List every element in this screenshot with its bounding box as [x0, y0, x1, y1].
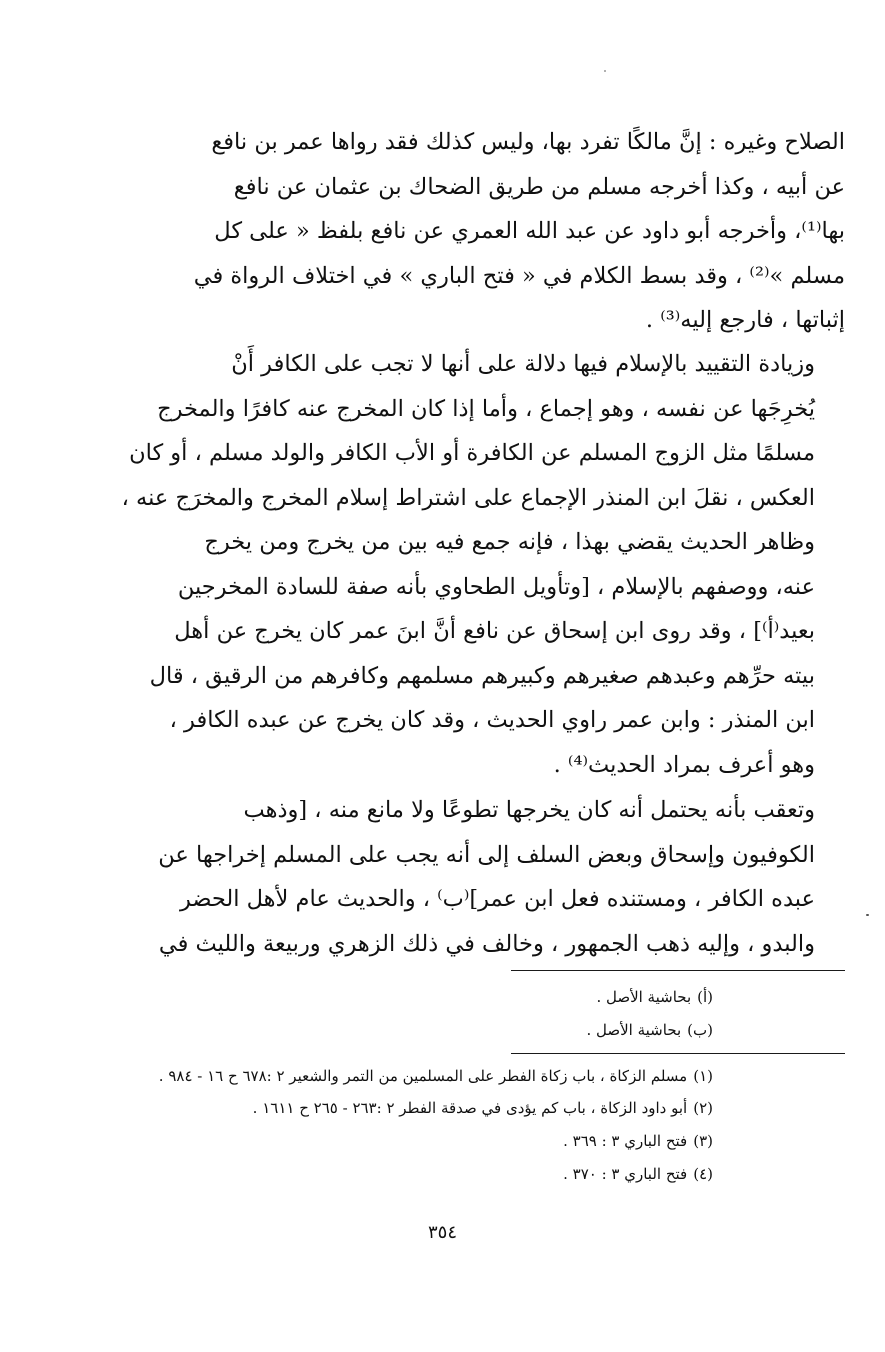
text-line: بعيد⁽أ⁾] ، وقد روى ابن إسحاق عن نافع أنَّ ابنَ عمر كان يخرج عن أهل: [174, 618, 815, 644]
scan-speck: [604, 70, 606, 72]
text-line: بيته حرِّهم وعبدهم صغيرهم وكبيرهم مسلمهم وكافرهم من الرقيق ، قال: [149, 662, 815, 689]
footnote-3: [563, 1130, 713, 1152]
text-line: وتعقب بأنه يحتمل أنه كان يخرجها تطوعًا ولا مانع منه ، [وذهب: [243, 797, 815, 823]
text-line: عبده الكافر ، ومستنده فعل ابن عمر]⁽ب⁾ ، والحديث عام لأهل الحضر: [179, 886, 815, 912]
text-line: عنه، ووصفهم بالإسلام ، [وتأويل الطحاوي بأنه صفة للسادة المخرجين: [177, 573, 815, 600]
footnote-4: [563, 1163, 713, 1185]
text-line: الكوفيون وإسحاق وبعض السلف إلى أنه يجب على المسلم إخراجها عن: [158, 841, 815, 868]
footnote-marker: (١): [693, 1067, 713, 1085]
text-line: مسلمًا مثل الزوج المسلم عن الكافرة أو الأب الكافر والولد مسلم ، أو كان: [129, 440, 815, 466]
variant-note-b: [586, 1019, 713, 1041]
variant-note-text: بحاشية الأصل .: [586, 1021, 682, 1039]
variant-notes-separator: [511, 970, 845, 971]
variant-note-a: [596, 986, 713, 1008]
footnote-marker: (٣): [693, 1132, 713, 1150]
text-line: يُخرِجَها عن نفسه ، وهو إجماع ، وأما إذا كان المخرج عنه كافرًا والمخرج: [157, 395, 815, 422]
footnote-text: فتح الباري ٣ : ٣٦٩ .: [563, 1132, 688, 1150]
variant-note-marker: (أ): [697, 988, 713, 1006]
text-line: وزيادة التقييد بالإسلام فيها دلالة على أنها لا تجب على الكافر أَنْ: [231, 351, 815, 377]
text-line: إثباتها ، فارجع إليه⁽³⁾ .: [645, 307, 845, 333]
variant-note-marker: (ب): [687, 1021, 713, 1039]
scan-speck: [866, 914, 869, 916]
text-line: عن أبيه ، وكذا أخرجه مسلم من طريق الضحاك بن عثمان عن نافع: [233, 173, 845, 200]
paragraph-1: [40, 120, 845, 343]
footnotes-separator: [511, 1053, 845, 1054]
text-line: ابن المنذر : وابن عمر راوي الحديث ، وقد كان يخرج عن عبده الكافر ،: [169, 707, 815, 733]
paragraph-3: [40, 788, 845, 966]
text-line: وظاهر الحديث يقضي بهذا ، فإنه جمع فيه بين من يخرج ومن يخرج: [204, 529, 815, 555]
text-line: والبدو ، وإليه ذهب الجمهور ، وخالف في ذلك الزهري وربيعة والليث في: [158, 930, 815, 957]
footnote-1: [159, 1065, 713, 1087]
variant-note-text: بحاشية الأصل .: [596, 988, 692, 1006]
footnote-2: [253, 1097, 713, 1119]
text-line: بها⁽¹⁾، وأخرجه أبو داود عن عبد الله العمري عن نافع بلفظ « على كل: [214, 218, 845, 244]
footnote-text: أبو داود الزكاة ، باب كم يؤدى في صدقة الفطر ٢ :٢٦٣ - ٢٦٥ ح ١٦١١ .: [252, 1099, 688, 1117]
text-line: العكس ، نقلَ ابن المنذر الإجماع على اشتراط إسلام المخرج والمخرَج عنه ،: [121, 484, 815, 511]
footnote-text: مسلم الزكاة ، باب زكاة الفطر على المسلمين من التمر والشعير ٢ :٦٧٨ ح ١٦ - ٩٨٤ .: [158, 1067, 688, 1085]
paragraph-2: [40, 342, 845, 787]
text-line: وهو أعرف بمراد الحديث⁽⁴⁾ .: [553, 751, 815, 778]
page-number: ٣٥٤: [427, 1222, 457, 1243]
text-line: الصلاح وغيره : إنَّ مالكًا تفرد بها، وليس كذلك فقد رواها عمر بن نافع: [211, 129, 845, 155]
text-line: مسلم »⁽²⁾ ، وقد بسط الكلام في « فتح الباري » في اختلاف الرواة في: [193, 262, 845, 289]
footnote-marker: (٤): [693, 1165, 713, 1183]
footnote-marker: (٢): [693, 1099, 713, 1117]
footnote-text: فتح الباري ٣ : ٣٧٠ .: [563, 1165, 688, 1183]
